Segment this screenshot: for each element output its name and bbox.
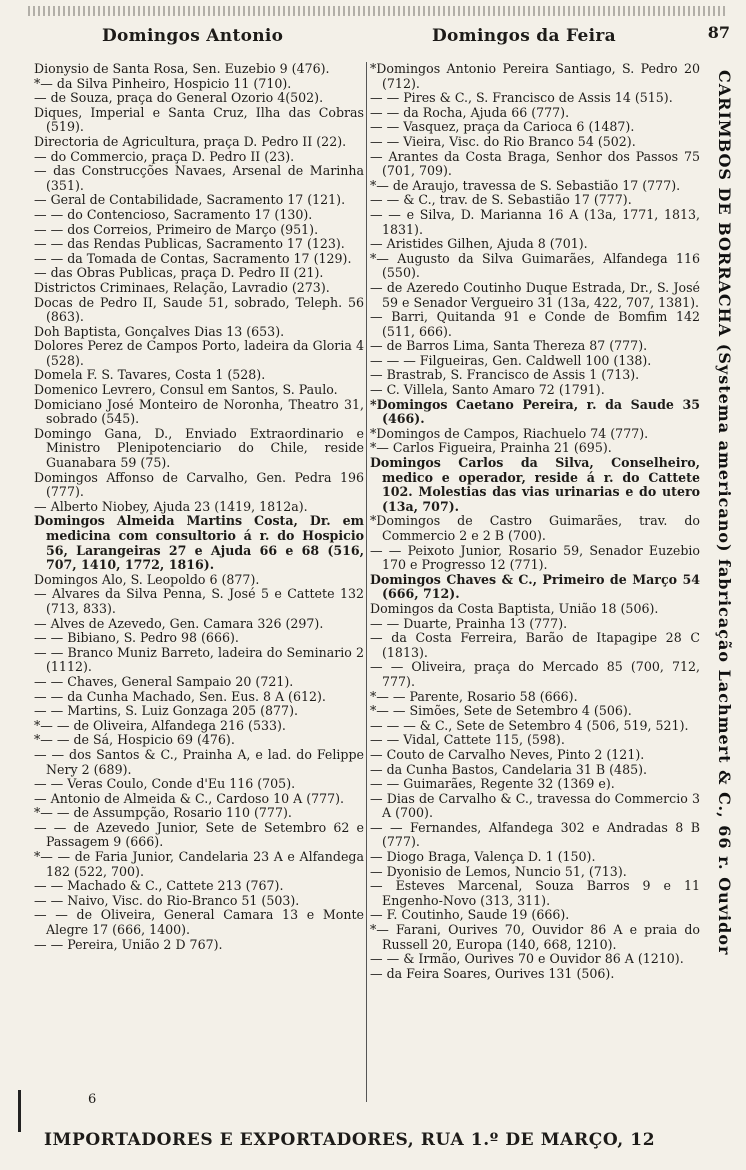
header-right-title: Domingos da Feira — [432, 26, 616, 46]
directory-entry: — — Martins, S. Luiz Gonzaga 205 (877). — [34, 703, 298, 719]
directory-entry: *— — de Assumpção, Rosario 110 (777). — [34, 805, 292, 821]
directory-entry: Domenico Levrero, Consul em Santos, S. Paulo. — [34, 382, 338, 398]
directory-entry: — Arantes da Costa Braga, Senhor dos Passos 75 (701, 709). — [370, 148, 700, 179]
directory-entry: — das Obras Publicas, praça D. Pedro II (21). — [34, 265, 324, 281]
directory-entry: Domingos Almeida Martins Costa, Dr. em medicina com consultorio á r. do Hospicio 56, Larangeiras 27 e Ajuda 66 e 68 (516, 707, 1410, 1772, 1816). — [34, 513, 364, 573]
footer-advertisement: IMPORTADORES E EXPORTADORES, RUA 1.º DE MARÇO, 12 — [44, 1130, 656, 1150]
directory-entry: — — e Silva, D. Marianna 16 A (13a, 1771, 1813, 1831). — [370, 206, 700, 237]
directory-entry: Domiciano José Monteiro de Noronha, Theatro 31, sobrado (545). — [34, 396, 364, 427]
directory-entry: Domela F. S. Tavares, Costa 1 (528). — [34, 367, 266, 383]
directory-entry: — Diogo Braga, Valença D. 1 (150). — [370, 849, 596, 865]
directory-entry: *— Carlos Figueira, Prainha 21 (695). — [370, 440, 612, 456]
directory-entry: — — & C., trav. de S. Sebastião 17 (777). — [370, 192, 632, 208]
directory-entry: — das Construcções Navaes, Arsenal de Marinha (351). — [34, 163, 364, 193]
page-header — [36, 23, 730, 52]
directory-entry: — Geral de Contabilidade, Sacramento 17 (121). — [34, 192, 346, 208]
directory-entry: Docas de Pedro II, Saude 51, sobrado, Teleph. 56 (863). — [34, 294, 364, 325]
directory-entry: — — Branco Muniz Barreto, ladeira do Seminario 2 (1112). — [34, 644, 364, 675]
directory-entry: *— de Araujo, travessa de S. Sebastião 17 (777). — [370, 177, 681, 193]
directory-entry: *— Augusto da Silva Guimarães, Alfandega 116 (550). — [370, 250, 700, 281]
directory-entry: *Domingos de Castro Guimarães, trav. do Commercio 2 e 2 B (700). — [370, 513, 700, 543]
directory-entry: — — & Irmão, Ourives 70 e Ouvidor 86 A (1210). — [370, 951, 684, 967]
directory-entry: *Domingos de Campos, Riachuelo 74 (777). — [370, 425, 649, 441]
directory-entry: — — Vasquez, praça da Carioca 6 (1487). — [370, 119, 635, 135]
directory-entry: — Barri, Quitanda 91 e Conde de Bomfim 142 (511, 666). — [370, 309, 700, 339]
directory-entry: Directoria de Agricultura, praça D. Pedro II (22). — [34, 133, 347, 149]
directory-entry: *— — Simões, Sete de Setembro 4 (506). — [370, 703, 632, 719]
directory-entry: — — — & C., Sete de Setembro 4 (506, 519, 521). — [370, 717, 689, 733]
directory-entry: — do Commercio, praça D. Pedro II (23). — [34, 148, 295, 164]
side-advertisement-text: CARIMBOS DE BORRACHA (Systema americano) fabricação Lachmert & C., 66 r. Ouvidor — [715, 70, 734, 956]
directory-entry: — Antonio de Almeida & C., Cardoso 10 A (777). — [34, 790, 345, 806]
side-advertisement — [708, 70, 738, 1130]
directory-entry: — Alberto Niobey, Ajuda 23 (1419, 1812a). — [34, 498, 308, 514]
directory-entry: *— — de Faria Junior, Candelaria 23 A e Alfandega 182 (522, 700). — [34, 849, 364, 879]
directory-entry: — de Barros Lima, Santa Thereza 87 (777). — [370, 338, 648, 354]
directory-entry: — — da Rocha, Ajuda 66 (777). — [370, 104, 570, 120]
directory-entry: Domingo Gana, D., Enviado Extraordinario e Ministro Plenipotenciario do Chile, reside Guanabara 59 (75). — [34, 425, 364, 471]
directory-entry: — — — Filgueiras, Gen. Caldwell 100 (138). — [370, 352, 652, 368]
directory-entry: Domingos Chaves & C., Primeiro de Março 54 (666, 712). — [370, 571, 700, 602]
directory-entry: Dionysio de Santa Rosa, Sen. Euzebio 9 (476). — [34, 61, 330, 76]
directory-entry: — Alvares da Silva Penna, S. José 5 e Cattete 132 (713, 833). — [34, 586, 364, 616]
directory-entry: — — de Azevedo Junior, Sete de Setembro 62 e Passagem 9 (666). — [34, 819, 364, 850]
top-edge-noise — [28, 6, 728, 16]
directory-entry: Diques, Imperial e Santa Cruz, Ilha das Cobras (519). — [34, 104, 364, 135]
directory-entry: — — Chaves, General Sampaio 20 (721). — [34, 673, 294, 689]
directory-entry: Domingos Carlos da Silva, Conselheiro, medico e operador, reside á r. do Cattete 102. Molestias das vias urinarias e do utero (13a, 707). — [370, 455, 700, 514]
directory-entry: — Dyonisio de Lemos, Nuncio 51, (713). — [370, 863, 627, 879]
directory-entry: *— Farani, Ourives 70, Ouvidor 86 A e praia do Russell 20, Europa (140, 668, 1210). — [370, 922, 700, 952]
header-left-title: Domingos Antonio — [102, 26, 284, 46]
directory-entry: — da Cunha Bastos, Candelaria 31 B (485). — [370, 761, 648, 777]
directory-entry: — — Pereira, União 2 D 767). — [34, 936, 223, 952]
directory-entry: — — da Cunha Machado, Sen. Eus. 8 A (612). — [34, 688, 326, 704]
directory-entry: — da Feira Soares, Ourives 131 (506). — [370, 965, 615, 981]
directory-entry: — Brastrab, S. Francisco de Assis 1 (713). — [370, 367, 640, 383]
directory-entry: Domingos da Costa Baptista, União 18 (506). — [370, 600, 659, 616]
directory-entry: — — Vieira, Visc. do Rio Branco 54 (502). — [370, 133, 636, 149]
directory-entry: — Aristides Gilhen, Ajuda 8 (701). — [370, 236, 588, 252]
directory-entry: — Alves de Azevedo, Gen. Camara 326 (297). — [34, 615, 324, 631]
directory-entry: *Domingos Antonio Pereira Santiago, S. Pedro 20 (712). — [370, 61, 700, 91]
directory-entry: — — Guimarães, Regente 32 (1369 e). — [370, 776, 615, 792]
directory-entry: — — de Oliveira, General Camara 13 e Monte Alegre 17 (666, 1400). — [34, 907, 364, 938]
directory-entry: — Couto de Carvalho Neves, Pinto 2 (121). — [370, 746, 645, 762]
directory-entry: — — dos Correios, Primeiro de Março (951). — [34, 221, 319, 237]
directory-entry: — — Peixoto Junior, Rosario 59, Senador Euzebio 170 e Progresso 12 (771). — [370, 542, 700, 573]
directory-entry: *— — Parente, Rosario 58 (666). — [370, 688, 578, 704]
directory-entry: — de Azeredo Coutinho Duque Estrada, Dr., S. José 59 e Senador Vergueiro 31 (13a, 422, 707, 1381). — [370, 279, 700, 310]
margin-mark — [18, 1090, 21, 1132]
directory-entry: *— da Silva Pinheiro, Hospicio 11 (710). — [34, 75, 292, 91]
directory-entry: — — Machado & C., Cattete 213 (767). — [34, 878, 284, 894]
header-page-number: 87 — [707, 23, 730, 42]
directory-entry: *— — de Oliveira, Alfandega 216 (533). — [34, 717, 286, 733]
directory-entry: — — do Contencioso, Sacramento 17 (130). — [34, 206, 313, 222]
directory-entry: — — Bibiano, S. Pedro 98 (666). — [34, 630, 239, 646]
right-column — [370, 62, 700, 981]
directory-entry: — C. Villela, Santo Amaro 72 (1791). — [370, 382, 605, 398]
directory-entry: Domingos Affonso de Carvalho, Gen. Pedra 196 (777). — [34, 469, 364, 500]
directory-entry: — — Pires & C., S. Francisco de Assis 14 (515). — [370, 90, 673, 106]
left-column — [34, 62, 364, 952]
directory-entry: *— — de Sá, Hospicio 69 (476). — [34, 732, 235, 748]
directory-entry: — — Vidal, Cattete 115, (598). — [370, 732, 565, 748]
directory-entry: — — Naivo, Visc. do Rio-Branco 51 (503). — [34, 892, 300, 908]
directory-entry: — de Souza, praça do General Ozorio 4(502). — [34, 90, 324, 106]
directory-entry: — da Costa Ferreira, Barão de Itapagipe 28 C (1813). — [370, 630, 700, 660]
directory-entry: — — Duarte, Prainha 13 (777). — [370, 615, 568, 631]
directory-entry: Dolores Perez de Campos Porto, ladeira da Gloria 4 (528). — [34, 338, 364, 368]
directory-entry: — Esteves Marcenal, Souza Barros 9 e 11 Engenho-Novo (313, 311). — [370, 878, 700, 908]
directory-entry: — F. Coutinho, Saude 19 (666). — [370, 907, 570, 923]
directory-entry: Districtos Criminaes, Relação, Lavradio (273). — [34, 279, 330, 295]
directory-entry: — — Veras Coulo, Conde d'Eu 116 (705). — [34, 776, 296, 792]
directory-entry: — Dias de Carvalho & C., travessa do Commercio 3 A (700). — [370, 790, 700, 821]
directory-entry: *Domingos Caetano Pereira, r. da Saude 35 (466). — [370, 396, 700, 427]
directory-entry: — — das Rendas Publicas, Sacramento 17 (123). — [34, 236, 345, 252]
column-divider — [366, 62, 367, 1102]
page-number: 6 — [88, 1092, 97, 1107]
directory-entry: — — dos Santos & C., Prainha A, e lad. do Felippe Nery 2 (689). — [34, 746, 364, 777]
directory-entry: — — Fernandes, Alfandega 302 e Andradas 8 B (777). — [370, 819, 700, 850]
directory-entry: — — da Tomada de Contas, Sacramento 17 (129). — [34, 250, 352, 266]
directory-entry: — — Oliveira, praça do Mercado 85 (700, 712, 777). — [370, 659, 700, 689]
directory-entry: Doh Baptista, Gonçalves Dias 13 (653). — [34, 323, 285, 339]
directory-entry: Domingos Alo, S. Leopoldo 6 (877). — [34, 571, 260, 587]
